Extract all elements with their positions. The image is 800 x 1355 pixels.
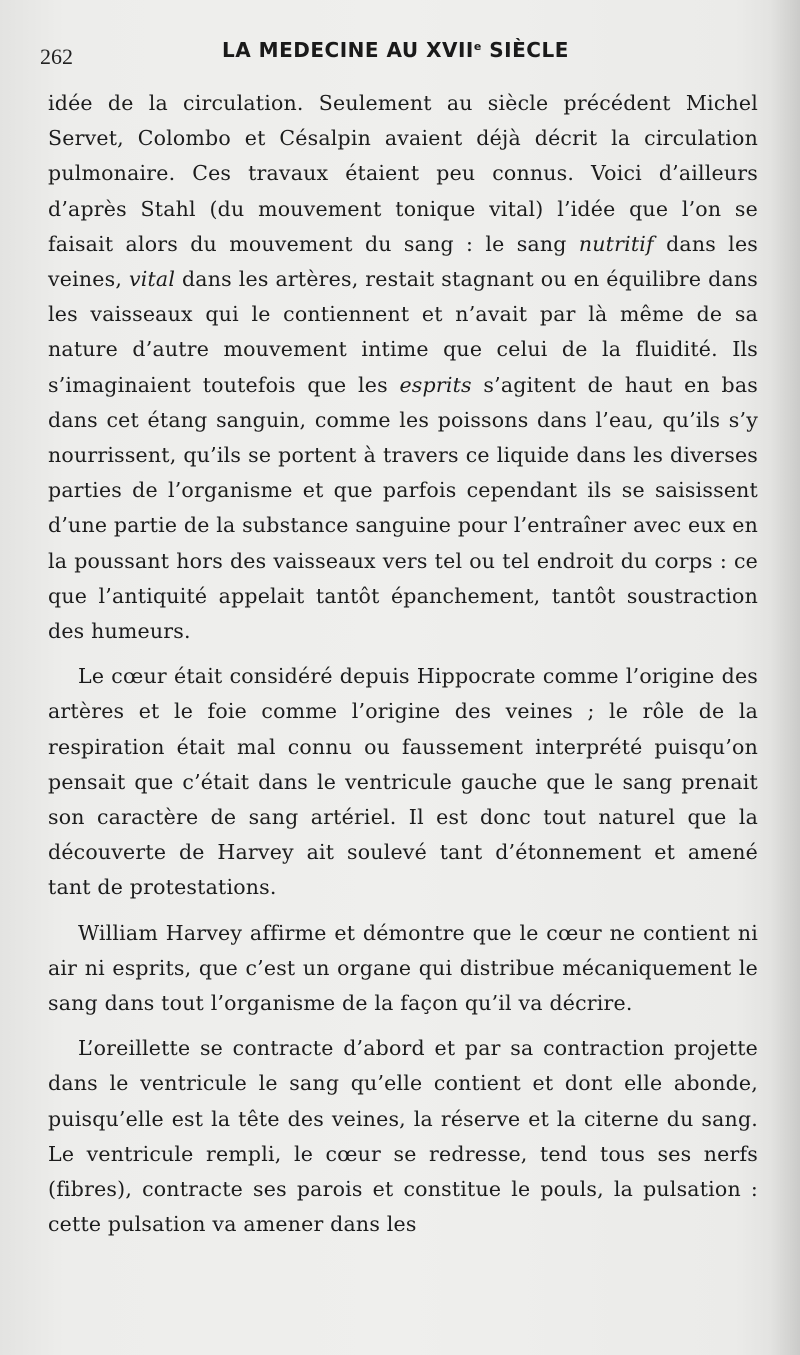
italic-term: esprits [399,372,472,397]
scan-edge-shadow [770,0,800,1355]
text-run: dans les veines, [48,231,758,292]
running-title-superscript: e [473,40,482,53]
paragraph [48,916,758,1022]
paragraph [48,86,758,649]
running-title [222,38,569,62]
page-number: 262 [40,44,73,69]
text-run: dans les artères, restait stagnant ou en équilibre dans les vaisseaux qui le contiennent et n’avait par là même de sa nature d’autre mouvement intime que celui de la fluidité. Ils s’imaginaient toutefois que les [48,267,758,397]
italic-term: nutritif [578,231,654,256]
text-run: L’oreillette se contracte d’abord et par sa contraction projette dans le ventricule le sang qu’elle contient et dont elle abonde, puisqu’elle est la tête des veines, la réserve et la citerne du sang. Le ventricule rempli, le cœur se redresse, tend tous ses nerfs (fibres), contracte ses parois et constitue le pouls, la pulsation : cette pulsation va amener dans les [48,1036,758,1237]
paragraph [48,1031,758,1242]
text-run: idée de la circulation. Seulement au siècle précédent Michel Servet, Colombo et Césalpin avaient déjà décrit la circulation pulmonaire. Ces travaux étaient peu connus. Voici d’ailleurs d’après Stahl (du mouvement tonique vital) l’idée que l’on se faisait alors du mouvement du sang : le sang [48,91,758,256]
italic-term: vital [128,267,176,292]
text-run: s’agitent de haut en bas dans cet étang sanguin, comme les poissons dans l’eau, qu’ils s’y nourrissent, qu’ils se portent à travers ce liquide dans les diverses parties de l’organisme et que parfois cependant ils se saisissent d’une partie de la substance sanguine pour l’entraîner avec eux en la poussant hors des vaisseaux vers tel ou tel endroit du corps : ce que l’antiquité appelait tantôt épanchement, tantôt soustraction des humeurs. [48,372,758,644]
running-title-text: LA MEDECINE AU XVII [222,38,474,62]
page-header [40,36,760,76]
body-text [48,86,758,1243]
text-run: Le cœur était considéré depuis Hippocrate comme l’origine des artères et le foie comme l’origine des veines ; le rôle de la respiration était mal connu ou faussement interprété puisqu’on pensait que c’était dans le ventricule gauche que le sang prenait son caractère de sang artériel. Il est donc tout naturel que la découverte de Harvey ait soulevé tant d’étonnement et amené tant de protestations. [48,664,758,900]
text-run: William Harvey affirme et démontre que le cœur ne contient ni air ni esprits, que c’est un organe qui distribue mécaniquement le sang dans tout l’organisme de la façon qu’il va décrire. [48,920,758,1016]
running-title-end: SIÈCLE [481,38,569,62]
paragraph [48,659,758,905]
